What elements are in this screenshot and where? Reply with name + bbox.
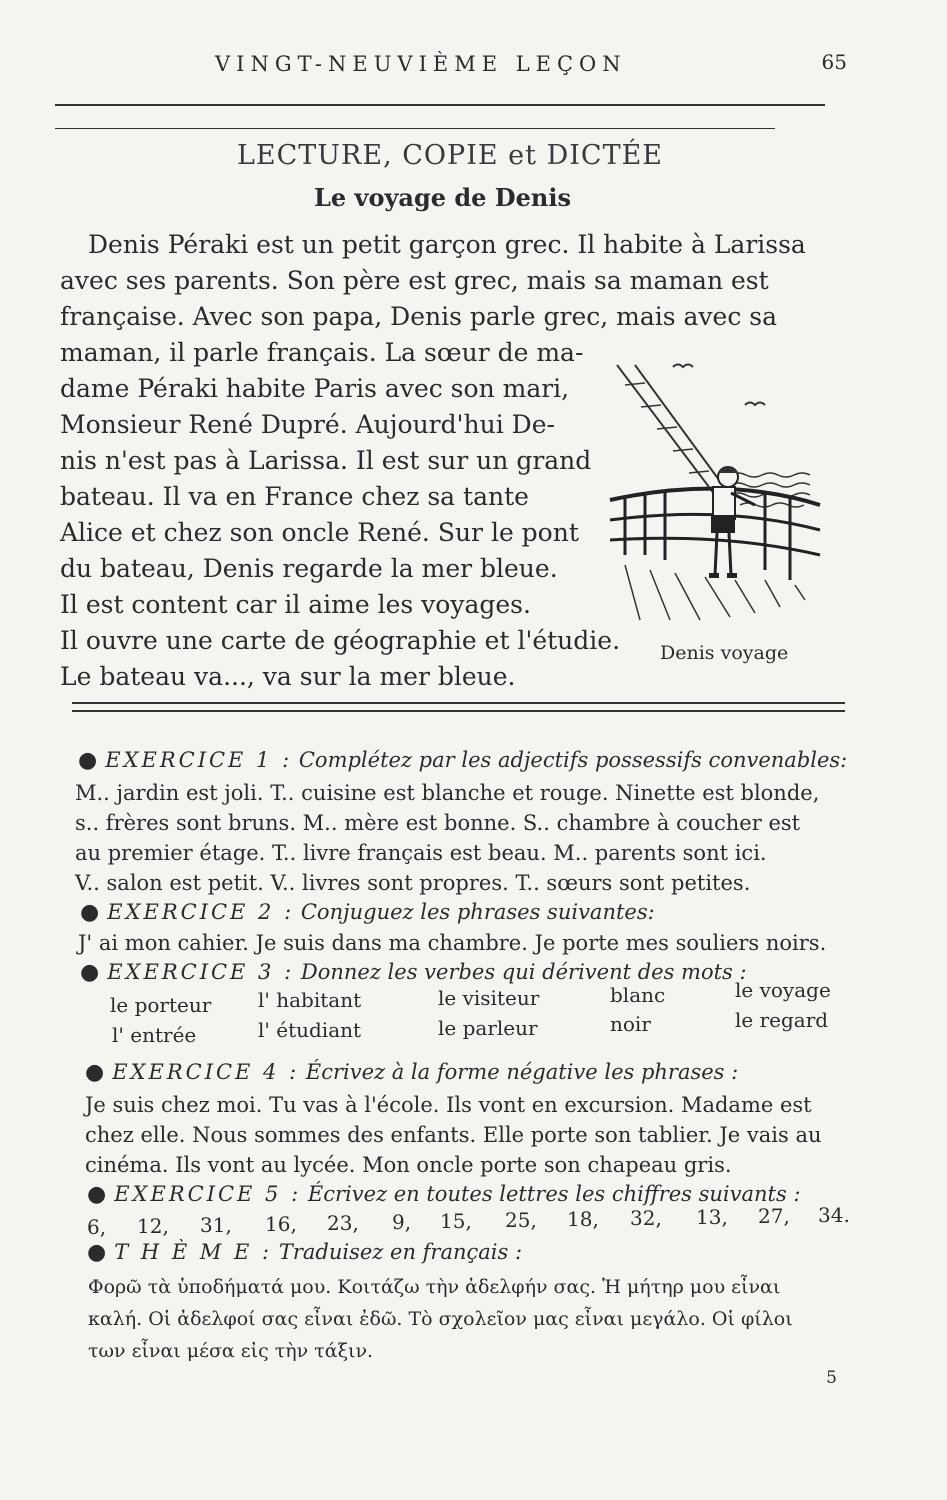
divider-rule <box>72 710 845 712</box>
text-line: Le bateau va..., va sur la mer bleue. <box>60 662 516 691</box>
number-item: 31, <box>200 1213 232 1237</box>
signature-mark: 5 <box>826 1368 837 1388</box>
exercise-label: EXERCICE 3 : <box>107 960 295 984</box>
divider-rule <box>72 702 845 704</box>
exercise-instruction: Conjuguez les phrases suivantes: <box>300 900 655 924</box>
seagull-icon <box>673 365 693 368</box>
word-item: blanc <box>610 983 666 1007</box>
exercise-line: s.. frères sont bruns. M.. mère est bonne. S.. chambre à coucher est <box>75 811 801 835</box>
section-rule <box>55 128 775 129</box>
greek-line: Φορῶ τὰ ὑποδήματά μου. Κοιτάζω τὴν ἀδελφήν σας. Ἡ μήτηρ μου εἶναι <box>88 1276 781 1298</box>
exercise-line: M.. jardin est joli. T.. cuisine est blanche et rouge. Ninette est blonde, <box>75 781 820 805</box>
word-item: le regard <box>735 1008 829 1032</box>
number-item: 34. <box>818 1203 850 1227</box>
illustration-caption: Denis voyage <box>660 642 789 664</box>
word-item: le parleur <box>438 1016 538 1040</box>
exercise-5-heading: ● EXERCICE 5 : Écrivez en toutes lettres les chiffres suivants : <box>87 1182 801 1207</box>
header-rule <box>55 104 825 106</box>
number-item: 18, <box>567 1207 599 1231</box>
number-item: 6, <box>87 1215 107 1239</box>
exercise-instruction: Écrivez en toutes lettres les chiffres suivants : <box>307 1182 801 1206</box>
text-line: Monsieur René Dupré. Aujourd'hui De- <box>60 410 555 439</box>
text-line: nis n'est pas à Larissa. Il est sur un grand <box>60 446 592 475</box>
number-item: 9, <box>392 1210 412 1234</box>
rigging-rope <box>635 365 730 495</box>
word-item: l' entrée <box>112 1023 197 1047</box>
theme-heading: ● T H È M E : Traduisez en français : <box>87 1240 523 1265</box>
exercise-2-heading: ● EXERCICE 2 : Conjuguez les phrases suivantes: <box>80 900 655 925</box>
greek-line: των εἶναι μέσα εἰς τὴν τάξιν. <box>88 1340 374 1362</box>
word-item: noir <box>610 1012 651 1036</box>
text-line: maman, il parle français. La sœur de ma- <box>60 338 584 367</box>
greek-line: καλή. Οἱ ἀδελφοί σας εἶναι ἐδῶ. Τὸ σχολεῖον μας εἶναι μεγάλο. Οἱ φίλοι <box>88 1308 793 1330</box>
text-line: du bateau, Denis regarde la mer bleue. <box>60 554 558 583</box>
text-line: Alice et chez son oncle René. Sur le pont <box>60 518 579 547</box>
exercise-instruction: Écrivez à la forme négative les phrases : <box>305 1060 739 1084</box>
number-item: 13, <box>696 1205 728 1229</box>
exercise-label: EXERCICE 2 : <box>107 900 295 924</box>
section-title: LECTURE, COPIE et DICTÉE <box>237 140 663 171</box>
number-item: 16, <box>265 1212 297 1236</box>
number-item: 15, <box>440 1209 472 1233</box>
page-number: 65 <box>821 50 847 74</box>
exercise-line: Je suis chez moi. Tu vas à l'école. Ils vont en excursion. Madame est <box>85 1093 812 1117</box>
number-item: 25, <box>505 1208 537 1232</box>
word-item: le visiteur <box>438 986 540 1010</box>
text-line: dame Péraki habite Paris avec son mari, <box>60 374 570 403</box>
text-line: française. Avec son papa, Denis parle grec, mais avec sa <box>60 302 778 331</box>
exercise-label: EXERCICE 4 : <box>112 1060 300 1084</box>
number-item: 32, <box>630 1206 662 1230</box>
exercise-line: au premier étage. T.. livre français est beau. M.. parents sont ici. <box>75 841 767 865</box>
story-title: Le voyage de Denis <box>314 183 571 212</box>
exercise-line: cinéma. Ils vont au lycée. Mon oncle porte son chapeau gris. <box>85 1153 732 1177</box>
word-item: le porteur <box>110 993 212 1017</box>
exercise-label: EXERCICE 1 : <box>105 748 293 772</box>
exercise-instruction: Complétez par les adjectifs possessifs convenables: <box>298 748 848 772</box>
text-line: Il ouvre une carte de géographie et l'étudie. <box>60 626 621 655</box>
exercise-instruction: Donnez les verbes qui dérivent des mots : <box>300 960 747 984</box>
seagull-icon <box>745 403 765 406</box>
number-item: 27, <box>758 1204 790 1228</box>
text-line: Denis Péraki est un petit garçon grec. Il habite à Larissa <box>88 230 806 259</box>
number-item: 12, <box>137 1214 169 1238</box>
exercise-line: chez elle. Nous sommes des enfants. Elle porte son tablier. Je vais au <box>85 1123 822 1147</box>
boy-figure <box>709 467 755 578</box>
text-line: bateau. Il va en France chez sa tante <box>60 482 529 511</box>
word-item: l' habitant <box>258 988 362 1012</box>
running-head: VINGT-NEUVIÈME LEÇON <box>215 52 627 76</box>
exercise-3-heading: ● EXERCICE 3 : Donnez les verbes qui dérivent des mots : <box>80 960 747 985</box>
exercise-label: T H È M E : <box>114 1240 273 1264</box>
number-item: 23, <box>327 1211 359 1235</box>
exercise-label: EXERCICE 5 : <box>114 1182 302 1206</box>
word-item: le voyage <box>735 978 831 1002</box>
exercise-4-heading: ● EXERCICE 4 : Écrivez à la forme négative les phrases : <box>85 1060 739 1085</box>
exercise-line: V.. salon est petit. V.. livres sont propres. T.. sœurs sont petites. <box>75 871 751 895</box>
word-item: l' étudiant <box>258 1018 362 1042</box>
text-line: Il est content car il aime les voyages. <box>60 590 531 619</box>
exercise-instruction: Traduisez en français : <box>278 1240 523 1264</box>
boy-on-ship-illustration <box>605 355 830 635</box>
exercise-1-heading: ● EXERCICE 1 : Complétez par les adjectifs possessifs convenables: <box>78 748 848 773</box>
text-line: avec ses parents. Son père est grec, mais sa maman est <box>60 266 769 295</box>
exercise-line: J' ai mon cahier. Je suis dans ma chambre. Je porte mes souliers noirs. <box>78 931 827 955</box>
